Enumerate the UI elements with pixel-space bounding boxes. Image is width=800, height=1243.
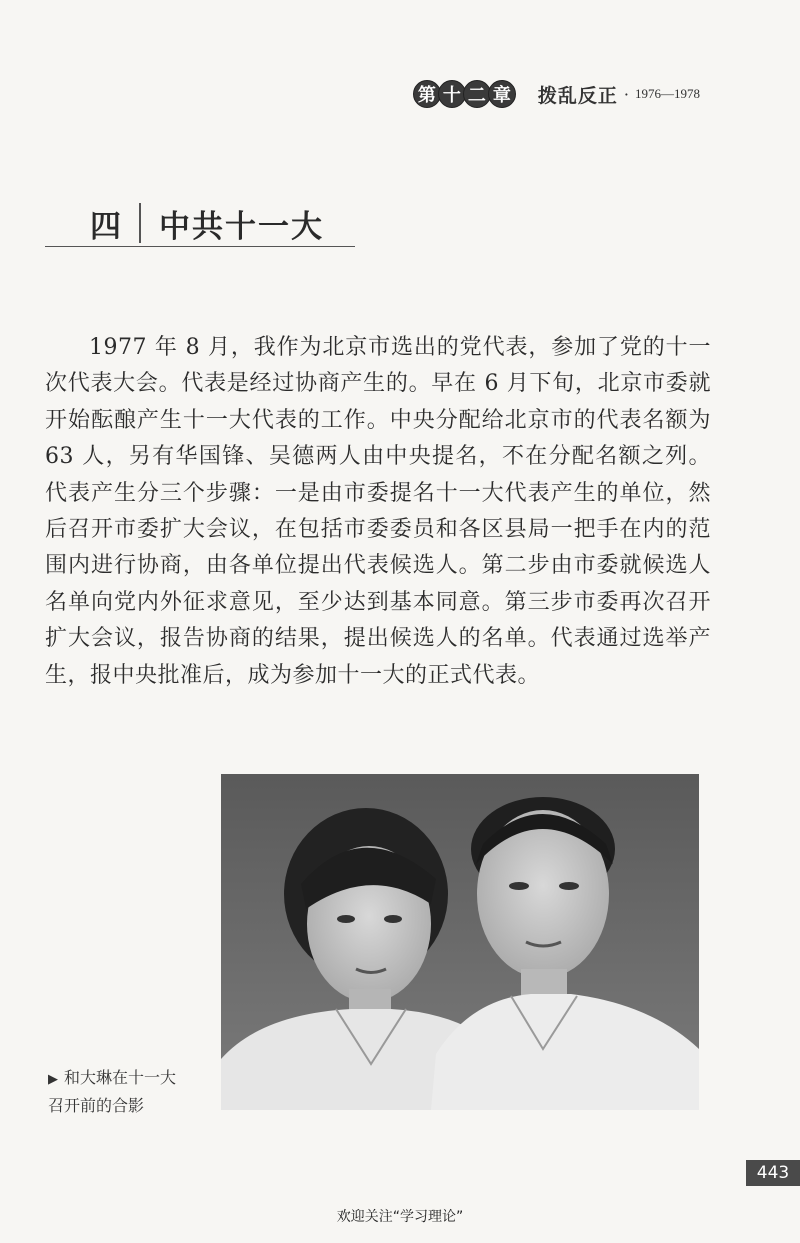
section-heading	[45, 200, 355, 247]
portrait-photo-drawing	[221, 774, 699, 1110]
section-number: 四	[90, 208, 121, 245]
chapter-title: 拨乱反正	[537, 84, 618, 107]
section-title: 中共十一大	[159, 208, 324, 245]
photo-caption	[48, 1065, 176, 1119]
chapter-badge: 第	[413, 80, 441, 108]
running-header	[413, 80, 700, 108]
section-divider	[139, 203, 141, 243]
chapter-badge: 二	[463, 80, 491, 108]
footer-text: 欢迎关注“学习理论”	[336, 1209, 464, 1225]
portrait-photo	[221, 774, 699, 1110]
caption-line-1: 和大琳在十一大	[64, 1068, 177, 1087]
chapter-years: 1976—1978	[635, 86, 700, 101]
caption-arrow-icon: ▶	[48, 1072, 58, 1087]
section-underline	[45, 246, 355, 247]
page-number: 443	[746, 1160, 800, 1186]
chapter-badge: 章	[488, 80, 516, 108]
caption-line-2: 召开前的合影	[48, 1096, 145, 1115]
body-paragraph: 1977 年 8 月，我作为北京市选出的党代表，参加了党的十一次代表大会。代表是经过协商产生的。早在 6 月下旬，北京市委就开始酝酿产生十一大代表的工作。中央分配给北京市的代表名额为 63 人，另有华国锋、吴德两人由中央提名，不在分配名额之列。代表产生分三个步骤：一是由市委提名十一大代表产生的单位，然后召开市委扩大会议，在包括市委委员和各区县局一把手在内的范围内进行协商，由各单位提出代表候选人。第二步由市委就候选人名单向党内外征求意见，至少达到基本同意。第三步市委再次召开扩大会议，报告协商的结果，提出候选人的名单。代表通过选举产生，报中央批准后，成为参加十一大的正式代表。	[45, 335, 711, 688]
header-dot: ·	[623, 84, 629, 104]
chapter-badge: 十	[438, 80, 466, 108]
chapter-badges	[413, 80, 516, 108]
